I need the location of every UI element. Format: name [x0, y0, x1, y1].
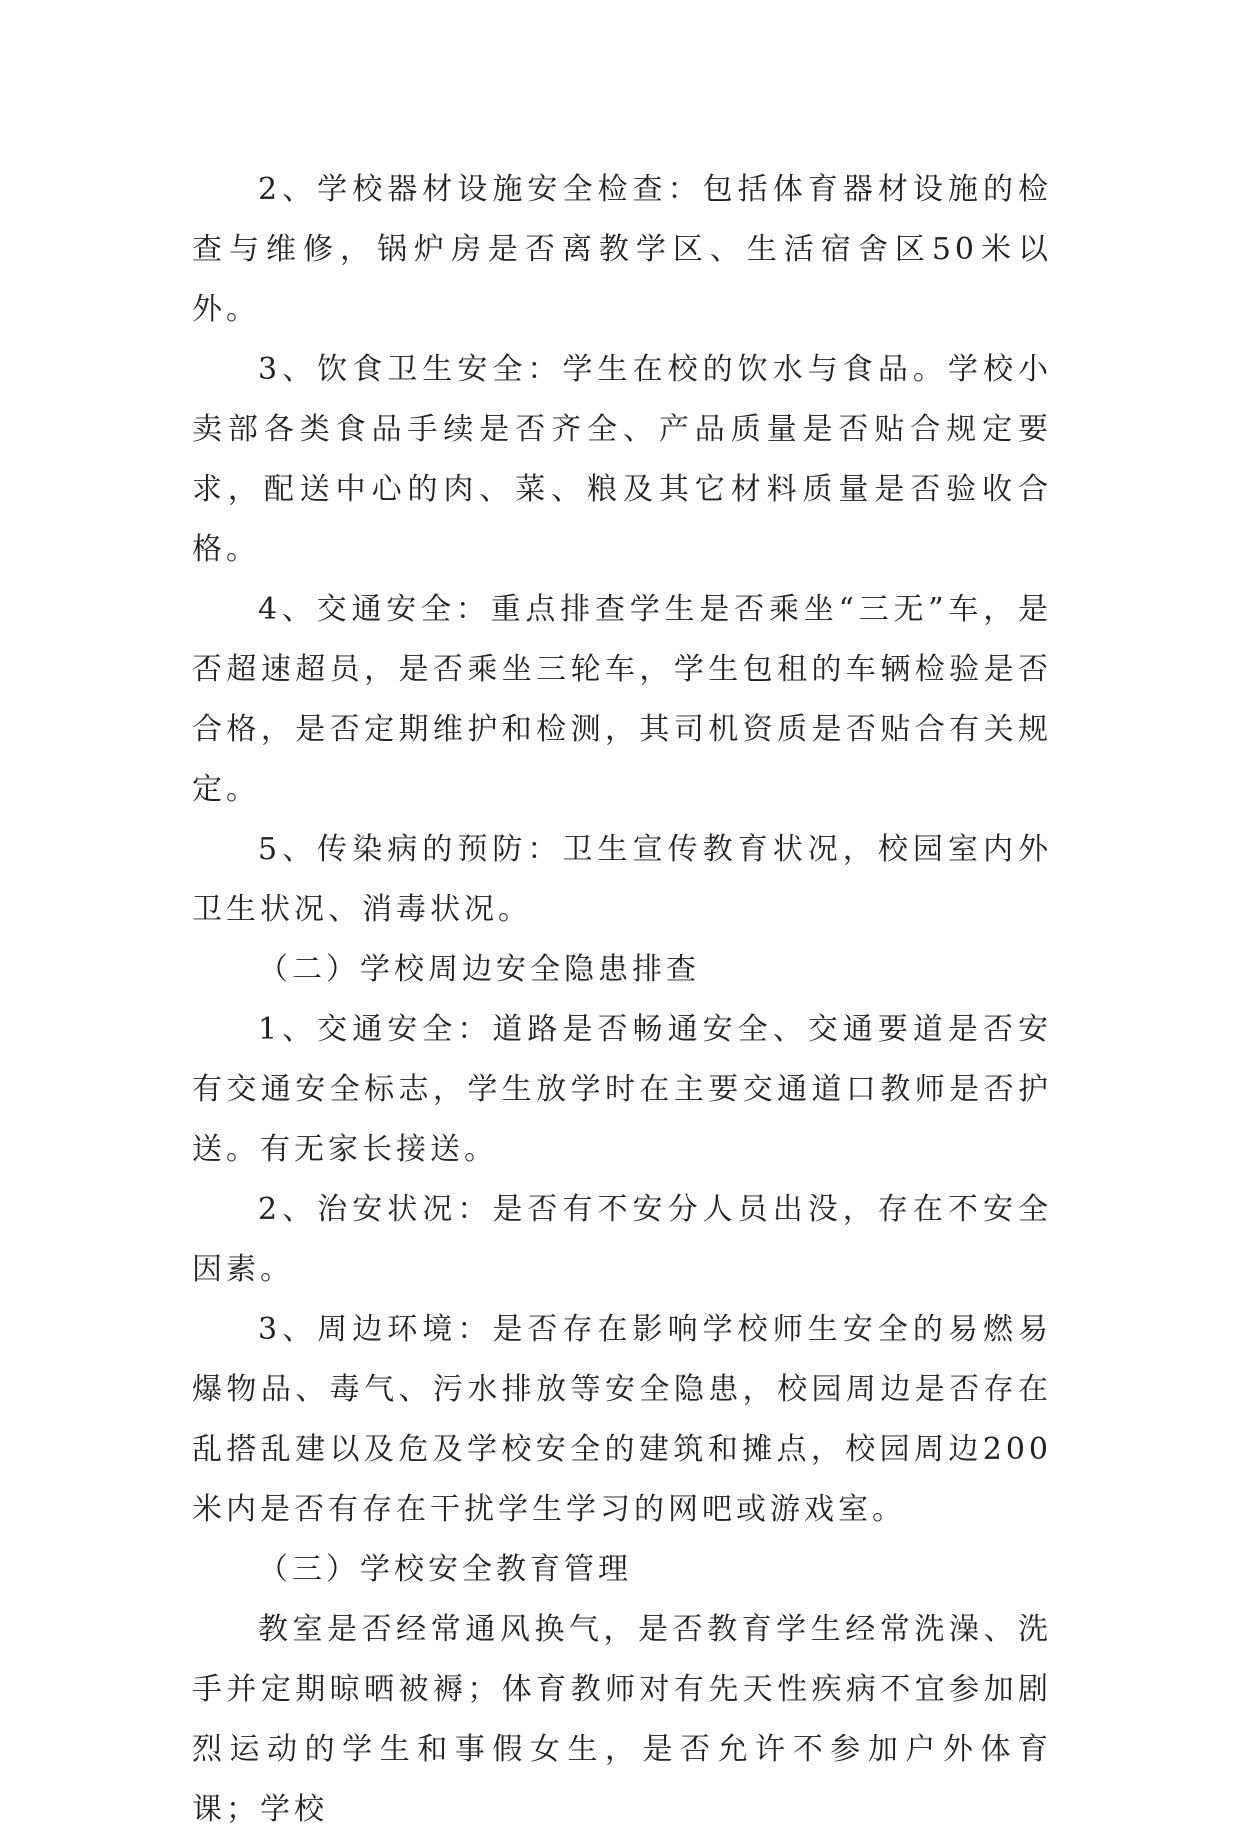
paragraph-food-safety: 3、饮食卫生安全：学生在校的饮水与食品。学校小卖部各类食品手续是否齐全、产品质量是否贴合规定要求，配送中心的肉、菜、粮及其它材料质量是否验收合格。 — [192, 352, 1052, 567]
document-body — [192, 160, 1052, 1840]
paragraph-traffic-safety: 4、交通安全：重点排查学生是否乘坐“三无”车，是否超速超员，是否乘坐三轮车，学生包租的车辆检验是否合格，是否定期维护和检测，其司机资质是否贴合有关规定。 — [192, 592, 1052, 807]
paragraph-classroom-hygiene: 教室是否经常通风换气，是否教育学生经常洗澡、洗手并定期晾晒被褥；体育教师对有先天性疾病不宜参加剧烈运动的学生和事假女生，是否允许不参加户外体育 课；学校 — [192, 1612, 1052, 1827]
section-heading-surroundings: （二）学校周边安全隐患排查 — [258, 952, 700, 987]
paragraph-disease-prevention: 5、传染病的预防：卫生宣传教育状况，校园室内外卫生状况、消毒状况。 — [192, 832, 1052, 927]
paragraph-public-order: 2、治安状况：是否有不安分人员出没，存在不安全因素。 — [192, 1192, 1052, 1287]
section-heading-education: （三）学校安全教育管理 — [258, 1552, 632, 1587]
paragraph-environment: 3、周边环境：是否存在影响学校师生安全的易燃易爆物品、毒气、污水排放等安全隐患，校园周边是否存在乱搭乱建以及危及学校安全的建筑和摊点，校园周边200米内是否有存在干扰学生学习的网吧或游戏室。 — [192, 1312, 1052, 1527]
paragraph-equipment-safety: 2、学校器材设施安全检查：包括体育器材设施的检查与维修，锅炉房是否离教学区、生活宿舍区50米以外。 — [192, 172, 1052, 327]
paragraph-surrounding-traffic: 1、交通安全：道路是否畅通安全、交通要道是否安有交通安全标志，学生放学时在主要交通道口教师是否护送。有无家长接送。 — [192, 1012, 1052, 1167]
